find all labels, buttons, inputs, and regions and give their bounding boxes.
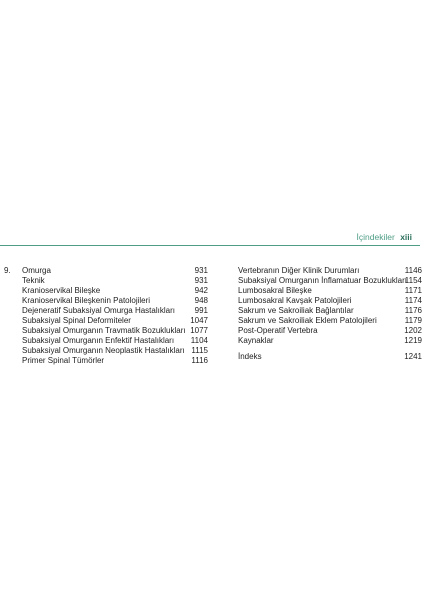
toc-entry-title: Lumbosakral Bileşke bbox=[238, 286, 312, 295]
toc-entry-title: Sakrum ve Sakroiliak Bağlantılar bbox=[238, 306, 354, 315]
index-title: İndeks bbox=[238, 352, 262, 361]
toc-entry bbox=[0, 356, 208, 366]
toc-entry-page: 1176 bbox=[404, 306, 422, 315]
toc-left-column bbox=[0, 266, 208, 366]
toc-entry-page: 1104 bbox=[190, 336, 208, 345]
index-page: 1241 bbox=[404, 352, 422, 361]
toc-entry bbox=[0, 326, 208, 336]
toc-index-entry bbox=[218, 352, 422, 362]
toc-entry-page: 991 bbox=[194, 306, 208, 315]
toc-entry-page: 942 bbox=[194, 286, 208, 295]
toc-entry bbox=[218, 336, 422, 346]
toc-entry-title: Post-Operatif Vertebra bbox=[238, 326, 318, 335]
toc-entry bbox=[218, 296, 422, 306]
running-header bbox=[0, 228, 420, 246]
toc-entry-page: 1219 bbox=[404, 336, 422, 345]
toc-entry-title: Subaksiyal Omurganın Enfektif Hastalıkları bbox=[22, 336, 175, 345]
toc-entry-title: Teknik bbox=[22, 276, 45, 285]
toc-entry bbox=[0, 346, 208, 356]
toc-entry bbox=[218, 326, 422, 336]
toc-entry-title: Dejeneratif Subaksiyal Omurga Hastalıkları bbox=[22, 306, 175, 315]
toc-entry bbox=[218, 276, 422, 286]
toc-right-column bbox=[218, 266, 422, 362]
toc-entry-title: Lumbosakral Kavşak Patolojileri bbox=[238, 296, 352, 305]
toc-entry-page: 1146 bbox=[404, 266, 422, 275]
toc-entry bbox=[0, 336, 208, 346]
toc-entry-title: Primer Spinal Tümörler bbox=[22, 356, 105, 365]
toc-entry bbox=[0, 296, 208, 306]
toc-entry-title: Subaksiyal Spinal Deformiteler bbox=[22, 316, 131, 325]
chapter-number: 9. bbox=[4, 266, 11, 275]
toc-entry-title: Kranioservikal Bileşke bbox=[22, 286, 101, 295]
toc-entry bbox=[0, 286, 208, 296]
toc-entry bbox=[0, 316, 208, 326]
toc-entry-title: Vertebranın Diğer Klinik Durumları bbox=[238, 266, 360, 275]
toc-entry-page: 931 bbox=[194, 276, 208, 285]
toc-entry-page: 1077 bbox=[190, 326, 208, 335]
header-page-number: xiii bbox=[400, 232, 412, 242]
toc-entry-title: Kranioservikal Bileşkenin Patolojileri bbox=[22, 296, 151, 305]
toc-entry bbox=[0, 306, 208, 316]
toc-entry-title: Sakrum ve Sakroiliak Eklem Patolojileri bbox=[238, 316, 377, 325]
toc-entry bbox=[218, 286, 422, 296]
toc-entry-title: Subaksiyal Omurganın İnflamatuar Bozuklukları bbox=[238, 276, 407, 285]
toc-entry-title: Subaksiyal Omurganın Travmatik Bozuklukları bbox=[22, 326, 186, 335]
toc-entry-page: 1154 bbox=[404, 276, 422, 285]
toc-entry bbox=[0, 276, 208, 286]
toc-entry-page: 1115 bbox=[191, 346, 208, 355]
header-rule bbox=[0, 245, 420, 246]
header-title: İçindekiler bbox=[356, 232, 395, 242]
toc-entry bbox=[218, 306, 422, 316]
toc-entry-page: 1202 bbox=[404, 326, 422, 335]
toc-entry-page: 1179 bbox=[404, 316, 422, 325]
toc-entry-page: 948 bbox=[194, 296, 208, 305]
toc-entry-page: 1047 bbox=[190, 316, 208, 325]
toc-entry-page: 1116 bbox=[191, 356, 208, 365]
toc-entry-page: 1171 bbox=[404, 286, 422, 295]
toc-entry-page: 1174 bbox=[404, 296, 422, 305]
toc-entry-title: Omurga bbox=[22, 266, 51, 275]
toc-entry bbox=[0, 266, 208, 276]
toc-entry-page: 931 bbox=[194, 266, 208, 275]
toc-entry-title: Kaynaklar bbox=[238, 336, 274, 345]
toc-entry bbox=[218, 316, 422, 326]
header-text bbox=[357, 232, 412, 242]
toc-entry-title: Subaksiyal Omurganın Neoplastik Hastalıkları bbox=[22, 346, 185, 355]
toc-entry bbox=[218, 266, 422, 276]
